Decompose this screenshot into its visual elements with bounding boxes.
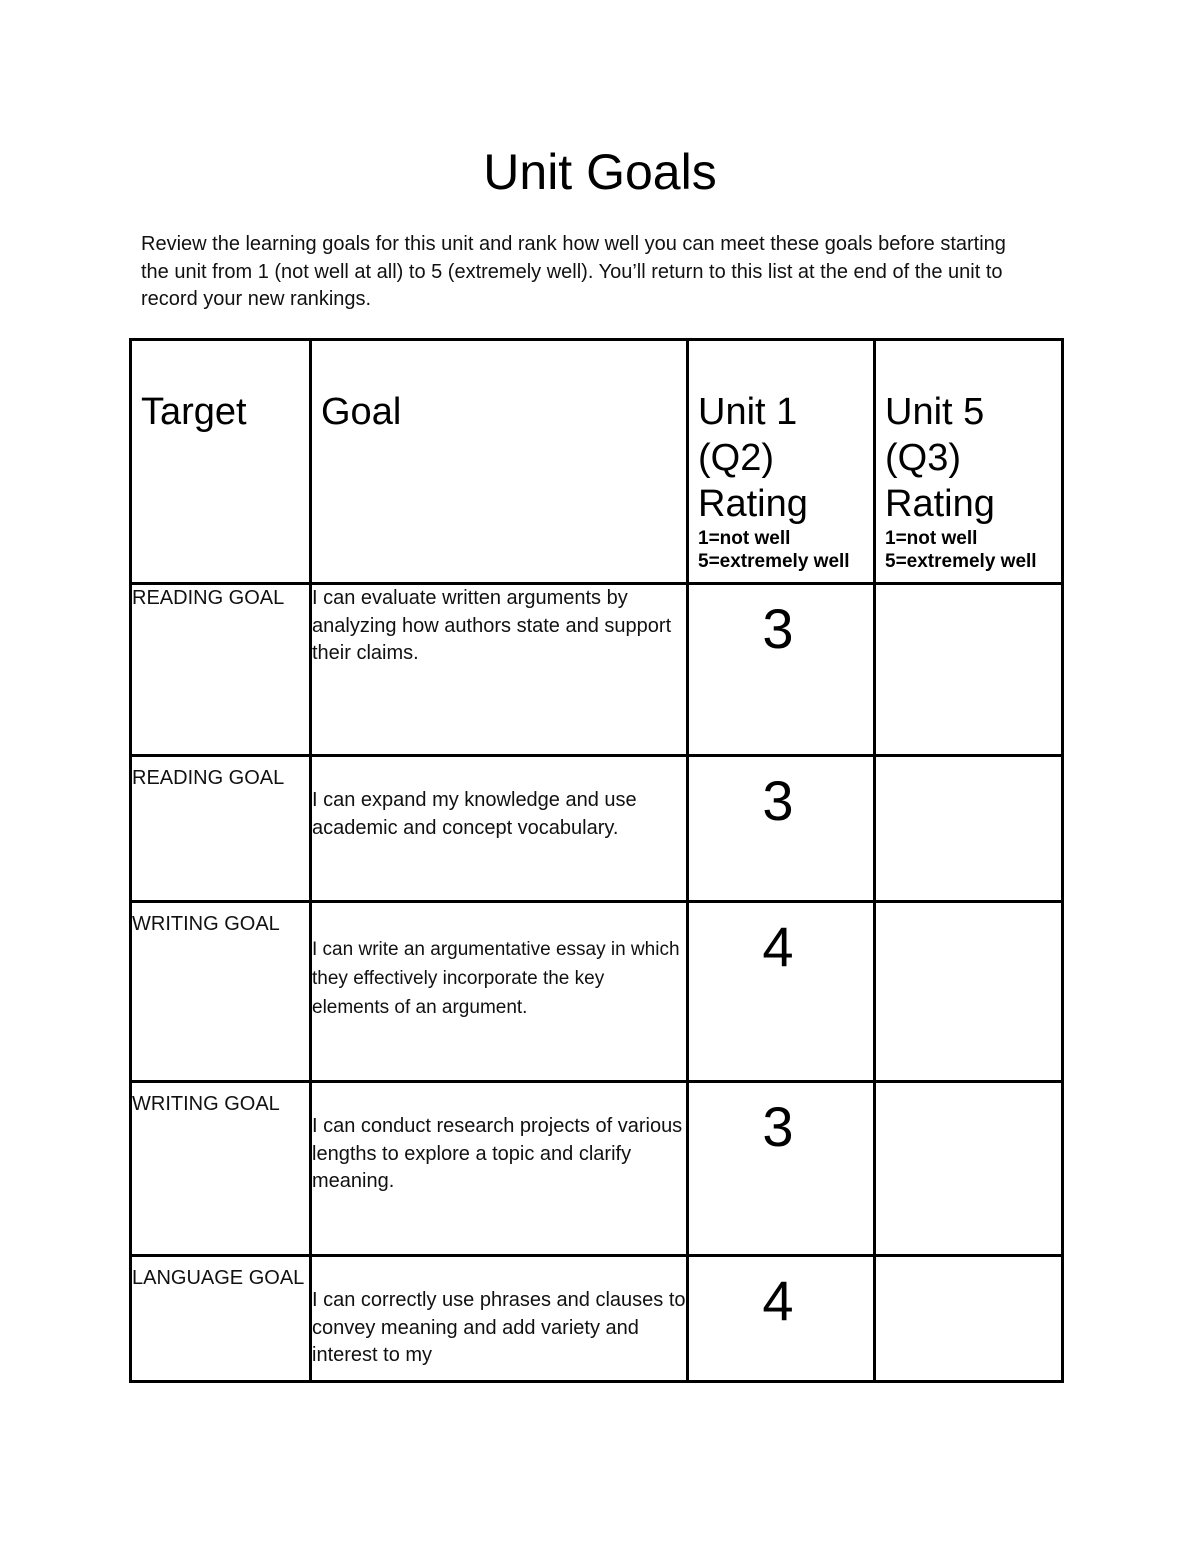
header-unit1-scale-high: 5=extremely well <box>698 551 850 572</box>
table-row <box>131 584 1063 756</box>
table-row <box>131 1256 1063 1382</box>
table-row <box>131 1082 1063 1256</box>
header-unit1-rating <box>688 340 875 584</box>
header-target <box>131 340 311 584</box>
table-row <box>131 902 1063 1082</box>
goals-table <box>129 338 1064 1383</box>
header-unit5-rating <box>875 340 1063 584</box>
table-row <box>131 756 1063 902</box>
page-title: Unit Goals <box>483 144 717 200</box>
goal-cell: I can evaluate written arguments by analyzing how authors state and support their claims. <box>311 584 688 756</box>
target-cell: READING GOAL <box>131 756 311 902</box>
goal-cell: I can write an argumentative essay in which they effectively incorporate the key elements of an argument. <box>311 902 688 1082</box>
target-cell: READING GOAL <box>131 584 311 756</box>
unit5-rating-cell[interactable] <box>875 584 1063 756</box>
target-cell: LANGUAGE GOAL <box>131 1256 311 1382</box>
unit5-rating-cell[interactable] <box>875 1256 1063 1382</box>
unit1-rating-cell[interactable]: 4 <box>688 1256 875 1382</box>
header-goal-label: Goal <box>321 391 402 433</box>
unit1-rating-cell[interactable]: 4 <box>688 902 875 1082</box>
header-unit5-scale-low: 1=not well <box>885 528 978 549</box>
intro-paragraph: Review the learning goals for this unit and rank how well you can meet these goals before starting the unit from 1 (not well at all) to 5 (extremely well). You’ll return to this list at the end of the unit to record your new rankings. <box>141 233 1006 310</box>
target-cell: WRITING GOAL <box>131 1082 311 1256</box>
table-header-row <box>131 340 1063 584</box>
header-unit5-scale-high: 5=extremely well <box>885 551 1037 572</box>
unit1-rating-cell[interactable]: 3 <box>688 584 875 756</box>
unit1-rating-cell[interactable]: 3 <box>688 756 875 902</box>
unit5-rating-cell[interactable] <box>875 1082 1063 1256</box>
header-goal <box>311 340 688 584</box>
goal-cell: I can expand my knowledge and use academic and concept vocabulary. <box>311 756 688 902</box>
goal-cell: I can correctly use phrases and clauses to convey meaning and add variety and interest to my <box>311 1256 688 1382</box>
target-cell: WRITING GOAL <box>131 902 311 1082</box>
unit5-rating-cell[interactable] <box>875 902 1063 1082</box>
unit5-rating-cell[interactable] <box>875 756 1063 902</box>
header-unit1-scale-low: 1=not well <box>698 528 791 549</box>
unit1-rating-cell[interactable]: 3 <box>688 1082 875 1256</box>
header-unit5-title: Unit 5 (Q3) Rating <box>885 391 995 525</box>
header-unit1-title: Unit 1 (Q2) Rating <box>698 391 808 525</box>
goal-cell: I can conduct research projects of various lengths to explore a topic and clarify meaning. <box>311 1082 688 1256</box>
header-target-label: Target <box>141 391 247 433</box>
